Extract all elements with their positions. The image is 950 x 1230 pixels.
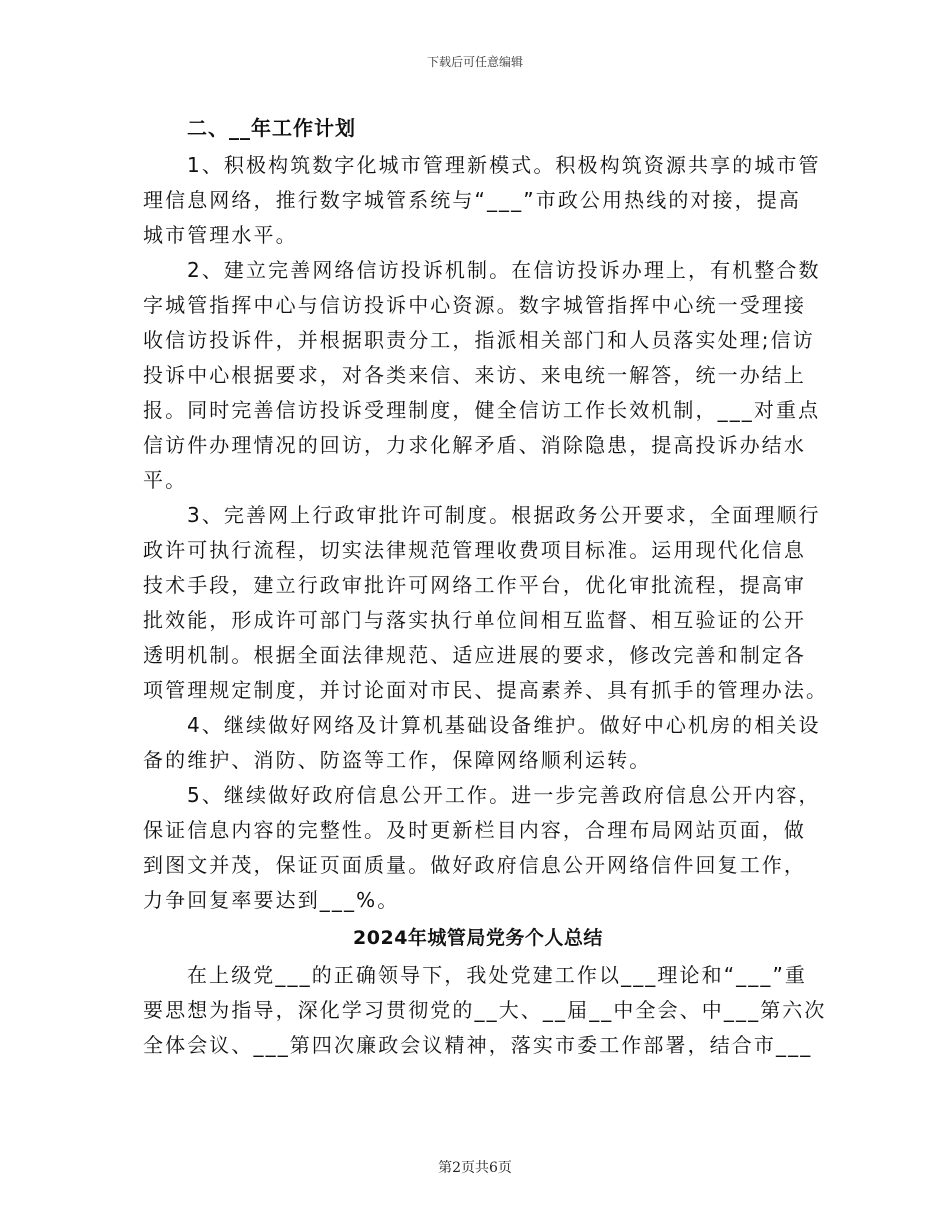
plan-item-3 (143, 498, 829, 708)
page-header-note: 下载后可任意编辑 (426, 55, 523, 69)
paragraph-line: 平。 (143, 468, 188, 492)
paragraph-line: 在上级党___的正确领导下，我处党建工作以___理论和“___”重 (187, 963, 808, 987)
paragraph-line: 收信访投诉件，并根据职责分工，指派相关部门和人员落实处理;信访 (143, 328, 815, 352)
paragraph-line: 批效能，形成许可部门与落实执行单位间相互监督、相互验证的公开 (143, 608, 806, 632)
paragraph-line: 信访件办理情况的回访，力求化解矛盾、消除隐患，提高投诉办结水 (143, 433, 806, 457)
paragraph-line: 到图文并茂，保证页面质量。做好政府信息公开网络信件回复工作， (143, 853, 806, 877)
paragraph-line: 4、继续做好网络及计算机基础设备维护。做好中心机房的相关设 (187, 713, 821, 737)
paragraph-line: 理信息网络，推行数字城管系统与“___”市政公用热线的对接，提高 (143, 188, 801, 212)
paragraph-line: 城市管理水平。 (143, 223, 298, 247)
paragraph-line: 力争回复率要达到___%。 (143, 888, 400, 912)
section-heading: 二、__年工作计划 (187, 116, 356, 140)
paragraph-line: 全体会议、___第四次廉政会议精神，落实市委工作部署，结合市___ (143, 1033, 813, 1057)
plan-item-4 (143, 708, 821, 778)
paragraph-line: 政许可执行流程，切实法律规范管理收费项目标准。运用现代化信息 (143, 538, 806, 562)
paragraph-line: 透明机制。根据全面法律规范、适应进展的要求，修改完善和制定各 (143, 643, 806, 667)
paragraph-line: 字城管指挥中心与信访投诉中心资源。数字城管指挥中心统一受理接 (143, 293, 806, 317)
paragraph-line: 技术手段，建立行政审批许可网络工作平台，优化审批流程，提高审 (143, 573, 806, 597)
plan-item-1 (143, 148, 821, 253)
paragraph-line: 投诉中心根据要求，对各类来信、来访、来电统一解答，统一办结上 (143, 363, 806, 387)
paragraph-line: 1、积极构筑数字化城市管理新模式。积极构筑资源共享的城市管 (187, 153, 821, 177)
summary-title: 2024年城管局党务个人总结 (353, 927, 603, 949)
plan-item-5 (143, 778, 821, 918)
paragraph-line: 2、建立完善网络信访投诉机制。在信访投诉办理上，有机整合数 (187, 258, 821, 282)
paragraph-line: 要思想为指导，深化学习贯彻党的__大、__届__中全会、中___第六次 (143, 998, 827, 1022)
summary-paragraph (143, 958, 827, 1063)
plan-item-2 (143, 253, 821, 498)
paragraph-line: 备的维护、消防、防盗等工作，保障网络顺利运转。 (143, 748, 652, 772)
paragraph-line: 报。同时完善信访投诉受理制度，健全信访工作长效机制，___对重点 (143, 398, 821, 422)
page-number-footer: 第2页共6页 (438, 1160, 512, 1176)
paragraph-line: 3、完善网上行政审批许可制度。根据政务公开要求，全面理顺行 (187, 503, 821, 527)
paragraph-line: 保证信息内容的完整性。及时更新栏目内容，合理布局网站页面，做 (143, 818, 806, 842)
paragraph-line: 项管理规定制度，并讨论面对市民、提高素养、具有抓手的管理办法。 (143, 678, 829, 702)
document-body (143, 108, 829, 1063)
paragraph-line: 5、继续做好政府信息公开工作。进一步完善政府信息公开内容， (187, 783, 821, 807)
